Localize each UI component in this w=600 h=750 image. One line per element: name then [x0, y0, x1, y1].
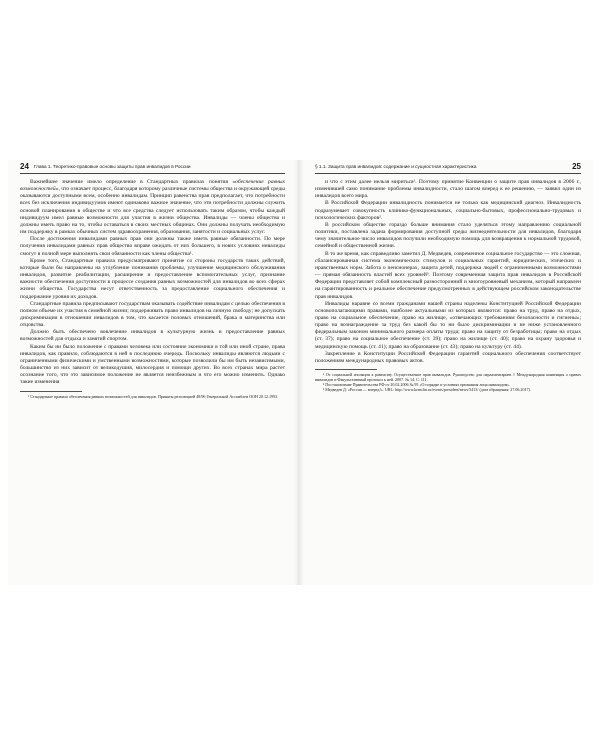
- paragraph: В то же время, как справедливо заметил Д. Медведев, современное социальное государство — это сложная, сбалансированная система экономических стимулов и социальных гарантий, юридических, этических и нравственных норм. Забота о пенсионерах, защита детей, поддержка людей с ограниченными возможностями — прямая обязанность властей всех уровней³. Поэтому современная защита прав инвалидов в Российской Федерации представляет собой комплексный разносторонний и многоуровневый механизм, который направлен на гарантированность и реальное обеспечение предусмотренных в действующем российском законодательстве прав инвалидов.: [315, 250, 581, 300]
- paragraph: Важнейшее значение имело определение в Стандартных правилах понятия «обеспечение равных возможностей», что означает процесс, благодаря которому различные системы общества и окружающей среды оказываются доступными всем, особенно инвалидам. Принцип равенства прав предполагает, что потребности всех без исключения индивидуумов имеют одинаково важное значение, что эти потребности должны служить основой планирования в обществе и что все средства следует использовать таким образом, чтобы каждый индивидуум имел равные возможности для участия в жизни общества. Инвалиды — члены общества и должны иметь право на то, чтобы оставаться в своих местных общинах. Они должны получать необходимую им поддержку в рамках обычных систем здравоохранения, образования, занятости и социальных услуг.: [20, 179, 285, 236]
- paragraph: После достижения инвалидами равных прав они должны также иметь равные обязанности. По мере получения инвалидами равных прав общество вправе ожидать от них большего, в нових условиях инвалиды смогут в полной мере выполнять свои обязанности как члены общества¹.: [20, 236, 285, 257]
- page-number: 25: [572, 162, 581, 171]
- paragraph: и что с этим далее нельзя мириться¹. Поэтому принятие Конвенции о защите прав инвалидов в 2006 г., изменившей само понимание проблемы инвалидности, стало шагом вперед к ее решению, — заявил один из инвалидов всего мира.: [315, 179, 581, 200]
- page-number: 24: [20, 162, 29, 171]
- paragraph: В российском обществе гораздо больше внимания стало уделяться этому направлению социальной политики, поставлена задача формирования доступной среды жизнедеятельности для инвалидов, благодаря чему значительное число инвалидов получили необходимую помощь для возвращения к нормальной трудовой, семейной и общественной жизни.: [315, 221, 581, 250]
- paragraph: Должно быть обеспечено вовлечение инвалидов в культурную жизнь и предоставление равных возможностей для отдыха и занятий спортом.: [20, 329, 285, 343]
- paragraph: В Российской Федерации инвалидность понимается не только как медицинский диагноз. Инвалидность подразумевает совокупность клинико-функциональных, социально-бытовых, профессионально-трудовых и психологических факторов².: [315, 200, 581, 221]
- footnote-separator: [20, 391, 82, 392]
- right-page: [303, 160, 593, 585]
- right-page-body: [315, 179, 581, 365]
- right-page-header: [315, 160, 581, 174]
- footnotes: [315, 372, 581, 392]
- running-head: § 1.1. Защита прав инвалидов: содержание и сущностная характеристика: [315, 164, 477, 169]
- paragraph: Инвалиды наравне со всеми гражданами нашей страны наделены Конституцией Российской Федерации основополагающими правами, наиболее актуальными из которых являются: право на труд, право на отдых, право на социальное обеспечение, право на жилище, «отвечающих требованиям безопасности и гигиены»; право на вознаграждение за труд без какой бы то ни было дискриминации и не ниже установленного федеральным законом минимального размера оплаты труда; право на защиту от безработицы; право на отдых (ст. 37); право на социальное обеспечение (ст. 39); право на жилище (ст. 40); право на охрану здоровья и медицинскую помощь (ст. 41); право на образование (ст. 43); право на культуру (ст. 44).: [315, 300, 581, 350]
- paragraph: Закрепление в Конституции Российской Федерации гарантий социального обеспечения соответствует положениям международных правовых актов.: [315, 350, 581, 364]
- left-page-body: [20, 179, 285, 387]
- footnote: ¹ Стандартные правила обеспечения равных возможностей для инвалидов. Приняты резолюцией 48/96 Генеральной Ассамблеи ООН 20.12.1993.: [28, 393, 279, 399]
- footnote: ³ Медведев Д. «Россия — вперед!». URL: http://www.kremlin.ru/events/president/news/5413/ (дата обращения: 27.06.2017).: [323, 387, 531, 393]
- emphasis-term: обеспечение равных возможностей: [20, 179, 285, 193]
- running-head: Глава 1. Теоретико-правовые основы защиты прав инвалидов в России: [33, 164, 191, 169]
- left-page: [8, 160, 295, 585]
- footnote: ² Постановление Правительства РФ от 20.02.2006 № 95 «О порядке и условиях признания лица инвалидом».: [323, 382, 511, 388]
- footnote-separator: [315, 369, 377, 370]
- footnotes: [20, 394, 285, 399]
- left-page-header: [20, 160, 285, 174]
- footnote: ¹ От социальной изоляции к равенству. Осуществление прав инвалидов. Руководство для парламентариев // Международная конвенция о правах инвалидов и Факультативный протокол к ней. 2007. № 14. С. 111.: [315, 372, 581, 383]
- paragraph: Каким бы ни было положение с правами человека или состояние экономики в той или иной стране, права инвалидов, как правило, соблюдаются в ней в последнюю очередь. Поскольку инвалиды являются людьми с ограниченными физическими и умственными возможностями, которые позволили бы им быть независимыми, большинство из них зависит от великодушия, милосердия и помощи других. Во всех странах мира растет осознание того, что это зависимое положение не является неизбежным и что его можно изменить. Однако такие изменения: [20, 343, 285, 386]
- paragraph: Кроме того, Стандартные правила предусматривают принятие со стороны государств таких действий, которые были бы направлены на углубление понимания проблемы, улучшение медицинского обслуживания инвалидов, развитие реабилитации, расширение и предоставление вспомогательных услуг, признание важности обеспечения доступности в процессе создания равных возможностей для инвалидов во всех сферах жизни общества. Государства несут ответственность за предоставление социального обеспечения и поддержание уровня их доходов.: [20, 257, 285, 300]
- paragraph: Стандартные правила предписывают государствам оказывать содействие инвалидам с целью обеспечения в полном объеме их участия в семейной жизни; поддерживать право инвалидов на личную свободу; не допускать дискриминации в отношении инвалидов в том, что касается половых отношений, брака и материнства или отцовства.: [20, 300, 285, 329]
